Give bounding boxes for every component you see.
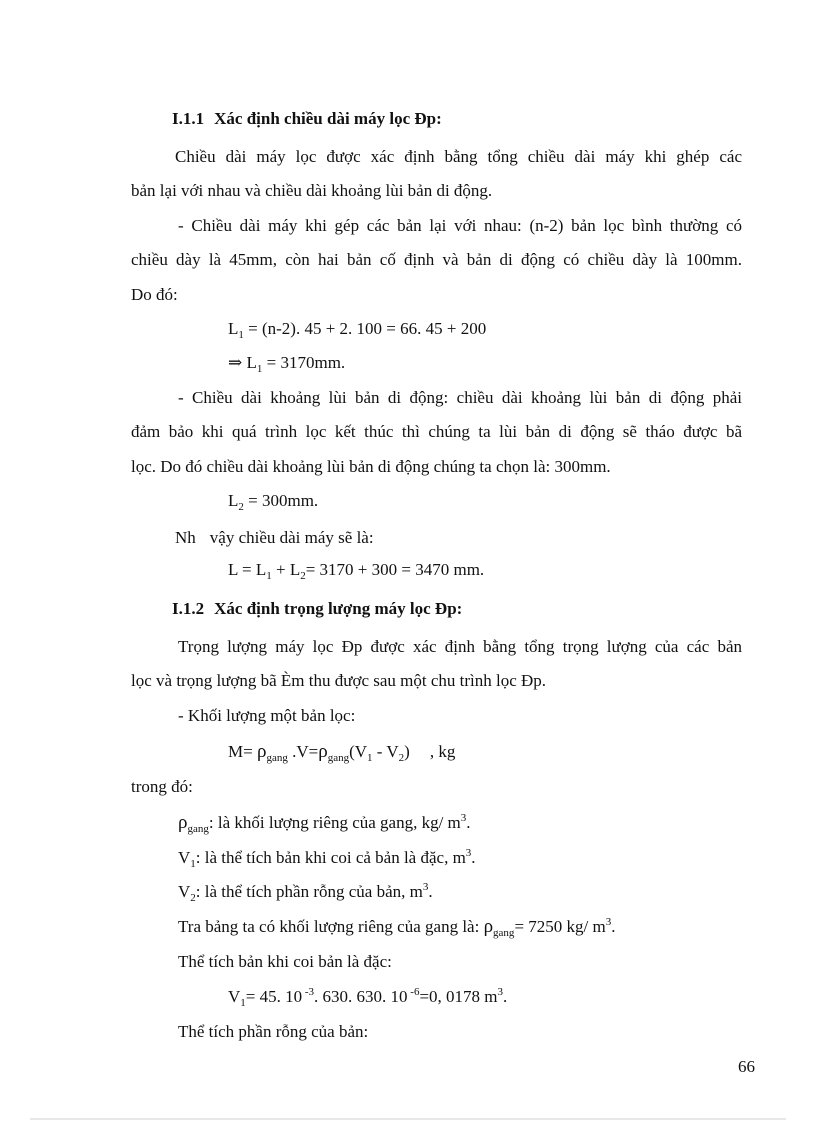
paragraph-line: - Chiều dài khoảng lùi bản di động: chiều dài khoảng lùi bản di động phải — [178, 388, 742, 407]
implies-arrow-icon: ⇒ — [228, 353, 243, 372]
page-number: 66 — [738, 1057, 755, 1076]
paragraph-line: lọc và trọng lượng bã Èm thu được sau một chu trình lọc Đp. — [131, 671, 547, 690]
paragraph-line: Nh vậy chiều dài máy sẽ là: — [175, 528, 374, 547]
paragraph-line: chiều dày là 45mm, còn hai bản cố định và bản di động có chiều dày là 100mm. — [131, 250, 742, 269]
definition-rho: $\rho_{gang}$: là khối lượng riêng của gang, kg/ $m^3$. — [178, 812, 471, 835]
paragraph-line: Tra bảng ta có khối lượng riêng của gang là: $\rho_{gang}= 7250$ kg/ $m^3$. — [178, 916, 616, 939]
equation-v1: $V_1= 45$. 10 $^{-3}$. 630. 630. 10 $^{-6}$=0, 0178 $m^3$. — [228, 986, 508, 1009]
equation-l2: $L_2 = 300mm$. — [228, 491, 319, 513]
definition-v2: $V_2$: là thể tích phần rỗng của bản, $m^3$. — [178, 881, 433, 904]
definition-v1: $V_1$: là thể tích bản khi coi cả bản là đặc, $m^3$. — [178, 847, 476, 870]
paragraph-line: Trọng lượng máy lọc Đp được xác định bằng tổng trọng lượng của các bản — [178, 637, 742, 656]
paragraph-line: Do đó: — [131, 285, 178, 304]
paragraph-line: Thể tích bản khi coi bản là đặc: — [178, 952, 392, 971]
paragraph-line: - Khối lượng một bản lọc: — [178, 706, 356, 725]
paragraph-line: trong đó: — [131, 777, 193, 796]
equation-total-length: $L = L_1 + L_2= 3170 + 300 = 3470$ mm. — [228, 560, 485, 582]
section-title: Xác định chiều dài máy lọc Đp: — [214, 109, 442, 128]
equation-mass: $M= \rho_{gang}$ $.V=\rho_{gang}(V_1 - V_2)$ , kg — [228, 741, 456, 764]
equation-l1-result: ⇒ $L_1 = 3170mm$. — [228, 353, 346, 375]
page-bottom-edge — [30, 1118, 786, 1120]
section-title: Xác định trọng lượng máy lọc Đp: — [214, 599, 463, 618]
paragraph-line: bản lại với nhau và chiều dài khoảng lùi bản di động. — [131, 181, 493, 200]
paragraph-line: - Chiều dài máy khi gép các bản lại với nhau: (n-2) bản lọc bình thường có — [178, 216, 742, 235]
section-number: I.1.2 — [172, 599, 205, 618]
paragraph-line: lọc. Do đó chiều dài khoảng lùi bản di động chúng ta chọn là: 300mm. — [131, 457, 611, 476]
paragraph-line: Thể tích phần rỗng của bản: — [178, 1022, 369, 1041]
paragraph-line: đảm bảo khi quá trình lọc kết thúc thì chúng ta lùi bản di động sẽ tháo được bã — [131, 422, 742, 441]
section-heading-1 — [172, 108, 442, 130]
section-heading-2 — [172, 598, 462, 620]
paragraph-line: Chiều dài máy lọc được xác định bằng tổng chiều dài máy khi ghép các — [175, 147, 742, 166]
equation-l1: $L_1 = (n-2)$. 45 + 2. 100 = 66. 45 + 200 — [228, 319, 487, 341]
section-number: I.1.1 — [172, 109, 205, 128]
